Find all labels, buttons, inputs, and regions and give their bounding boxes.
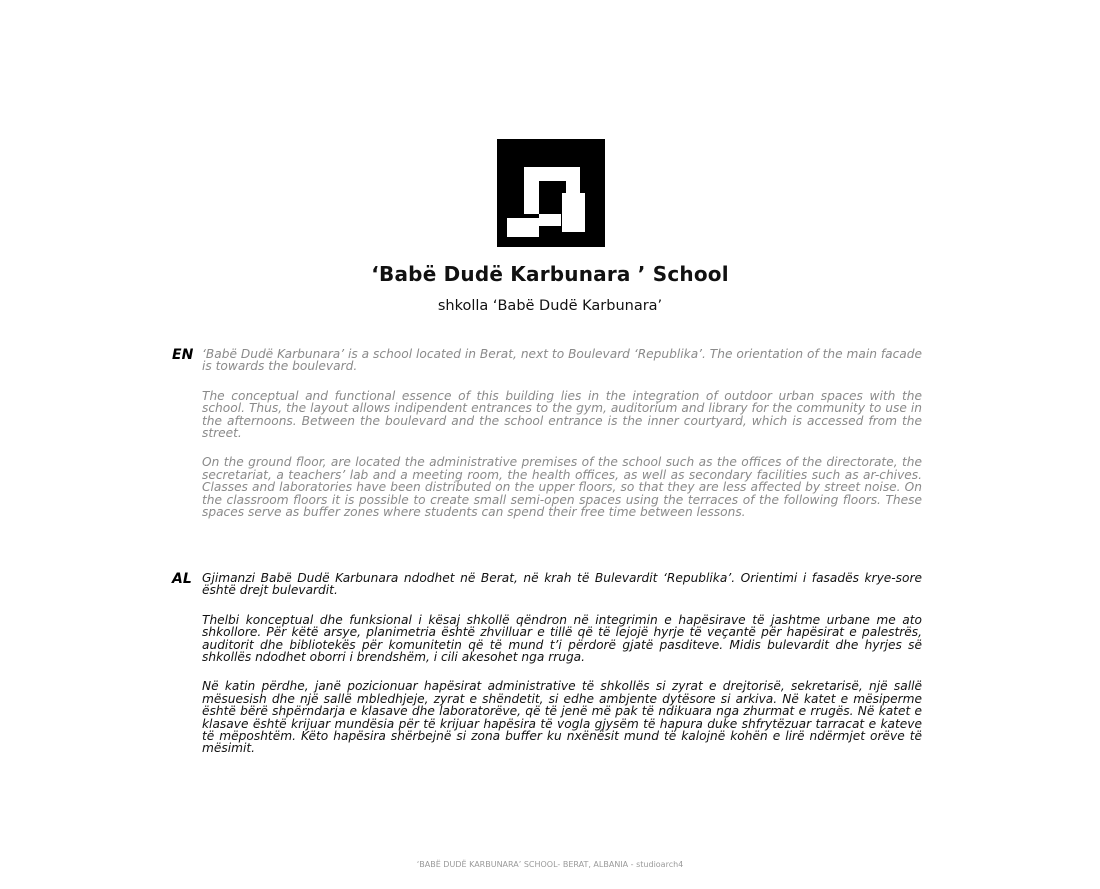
paragraph-en-2: The conceptual and functional essence of this building lies in the integration of outdoor urban spaces with the school. Thus, the layout allows indipendent entrances to the gym, auditorium and library for the community to use in the afternoons. Between the boulevard and the school entrance is the inner courtyard, which is accessed from the street. xyxy=(202,388,922,441)
logo xyxy=(497,139,605,247)
page-subtitle: shkolla ‘Babë Dudë Karbunara’ xyxy=(437,298,663,314)
section-al xyxy=(202,572,922,772)
paragraph-al-1: Gjimanzi Babë Dudë Karbunara ndodhet në Berat, në krah të Bulevardit ‘Republika’. Orientimi i fasadës krye-sore është drejt bulevardit. xyxy=(202,571,922,598)
footer-caption: ‘BABË DUDË KARBUNARA’ SCHOOL- BERAT, ALBANIA - studioarch4 xyxy=(416,860,684,869)
studioarch4-logo-icon xyxy=(497,139,605,247)
paragraph-al-2: Thelbi konceptual dhe funksional i kësaj shkollë qëndron në integrimin e hapësirave të jashtme urbane me ato shkollore. Për këtë arsye, planimetria është zhvilluar e tillë që të lejojë hyrje të veçantë për hapësirat e palestrës, auditorit dhe bibliotekës për komunitetin që të mund t’i përdorë gjatë pasditeve. Midis bulevardit dhe hyrjes së shkollës ndodhet oborri i brendshëm, i cili akesohet nga rruga. xyxy=(202,612,922,665)
language-label-al: AL xyxy=(172,571,192,587)
language-label-en: EN xyxy=(172,347,194,363)
paragraph-al-3: Në katin përdhe, janë pozicionuar hapësirat administrative të shkollës si zyrat e drejtorisë, sekretarisë, një sallë mësuesish dhe një sallë mbledhjeje, zyrat e shëndetit, si edhe ambjente dytësore si arkiva. Në katet e mësiperme është bërë shpërndarja e klasave dhe laboratorëve, që të jenë më pak të ndikuara nga zhurmat e rrugës. Në katet e klasave është krijuar mundësia për të krijuar hapësira të vogla gjysëm të hapura duke shfrytëzuar tarracat e kateve të mëposhtëm. Këto hapësira shërbejnë si zona buffer ku nxënësit mund të kalojnë kohën e lirë ndërmjet orëve të mësimit. xyxy=(202,679,922,756)
section-en xyxy=(202,348,922,535)
page-title: ‘Babë Dudë Karbunara ’ School xyxy=(371,262,729,286)
paragraph-en-1: ‘Babë Dudë Karbunara’ is a school located in Berat, next to Boulevard ‘Republika’. The orientation of the main facade is towards the boulevard. xyxy=(202,347,922,374)
paragraph-en-3: On the ground floor, are located the administrative premises of the school such as the offices of the directorate, the secretariat, a teachers’ lab and a meeting room, the health offices, as well as secondary facilities such as ar-chives. Classes and laboratories have been distributed on the upper floors, so that they are less affected by street noise. On the classroom floors it is possible to create small semi-open spaces using the terraces of the following floors. These spaces serve as buffer zones where students can spend their free time between lessons. xyxy=(202,455,922,520)
